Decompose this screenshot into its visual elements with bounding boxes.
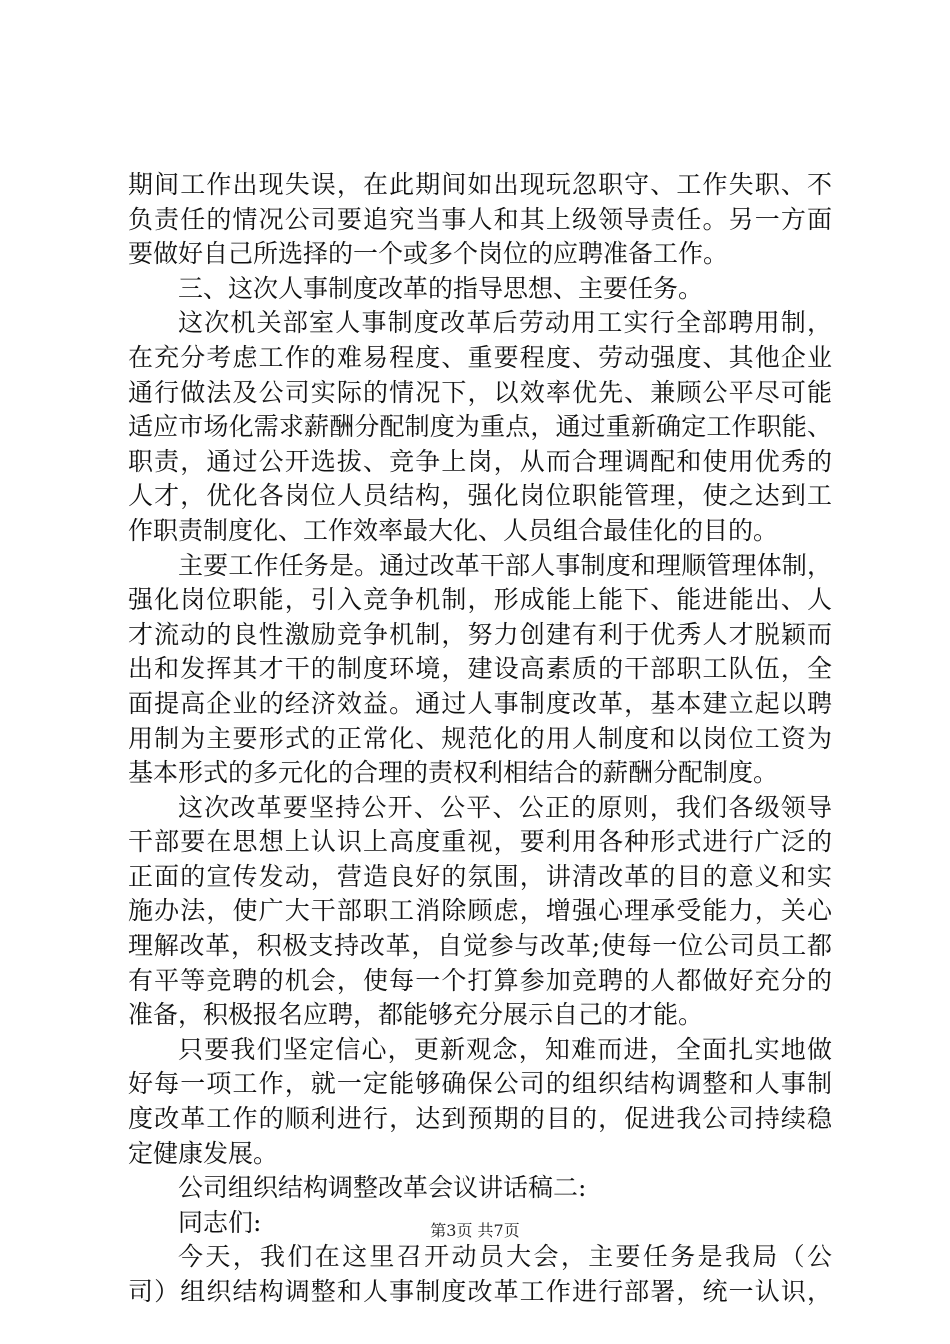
page-footer: 第3页 共7页 [430,1221,520,1240]
text-line: 面提高企业的经济效益。通过人事制度改革，基本建立起以聘 [128,688,832,718]
text-line: 只要我们坚定信心，更新观念，知难而进，全面扎实地做 [178,1034,832,1064]
text-line: 基本形式的多元化的合理的责权利相结合的薪酬分配制度。 [128,758,779,788]
text-line: 才流动的良性激励竞争机制，努力创建有利于优秀人才脱颖而 [128,619,832,649]
text-line: 负责任的情况公司要追究当事人和其上级领导责任。另一方面 [128,204,832,234]
text-line: 度改革工作的顺利进行，达到预期的目的，促进我公司持续稳 [128,1104,832,1134]
text-line: 干部要在思想上认识上高度重视，要利用各种形式进行广泛的 [128,827,832,857]
document-body [128,168,832,1310]
text-line: 三、这次人事制度改革的指导思想、主要任务。 [178,273,704,303]
text-line: 主要工作任务是。通过改革干部人事制度和理顺管理体制， [178,550,832,580]
text-line: 用制为主要形式的正常化、规范化的用人制度和以岗位工资为 [128,723,832,753]
text-line: 在充分考虑工作的难易程度、重要程度、劳动强度、其他企业 [128,342,832,372]
text-line: 好每一项工作，就一定能够确保公司的组织结构调整和人事制 [128,1069,832,1099]
text-line: 期间工作出现失误，在此期间如出现玩忽职守、工作失职、不 [128,170,832,199]
text-line: 今天，我们在这里召开动员大会，主要任务是我局（公 [178,1242,832,1272]
text-line: 人才，优化各岗位人员结构，强化岗位职能管理，使之达到工 [128,481,832,511]
text-line: 准备，积极报名应聘，都能够充分展示自己的才能。 [128,1000,704,1030]
text-line: 强化岗位职能，引入竞争机制，形成能上能下、能进能出、人 [128,585,832,615]
text-line: 施办法，使广大干部职工消除顾虑，增强心理承受能力，关心 [128,896,832,926]
text-line: 通行做法及公司实际的情况下，以效率优先、兼顾公平尽可能 [128,377,832,407]
text-line: 职责，通过公开选拔、竞争上岗，从而合理调配和使用优秀的 [128,446,832,476]
text-line: 理解改革，积极支持改革，自觉参与改革;使每一位公司员工都 [128,931,832,961]
text-line: 司）组织结构调整和人事制度改革工作进行部署，统一认识， [128,1277,832,1306]
text-line: 公司组织结构调整改革会议讲话稿二: [178,1173,587,1203]
text-line: 作职责制度化、工作效率最大化、人员组合最佳化的目的。 [128,515,779,545]
text-line: 有平等竞聘的机会，使每一个打算参加竞聘的人都做好充分的 [128,965,832,995]
text-line: 这次改革要坚持公开、公平、公正的原则，我们各级领导 [178,792,832,822]
text-line: 适应市场化需求薪酬分配制度为重点，通过重新确定工作职能、 [128,412,832,442]
text-line: 要做好自己所选择的一个或多个岗位的应聘准备工作。 [128,239,729,269]
text-line: 定健康发展。 [128,1138,279,1168]
text-line: 同志们: [178,1207,262,1237]
text-line: 这次机关部室人事制度改革后劳动用工实行全部聘用制， [178,308,832,338]
text-line: 正面的宣传发动，营造良好的氛围，讲清改革的目的意义和实 [128,861,832,891]
text-line: 出和发挥其才干的制度环境，建设高素质的干部职工队伍，全 [128,654,832,684]
